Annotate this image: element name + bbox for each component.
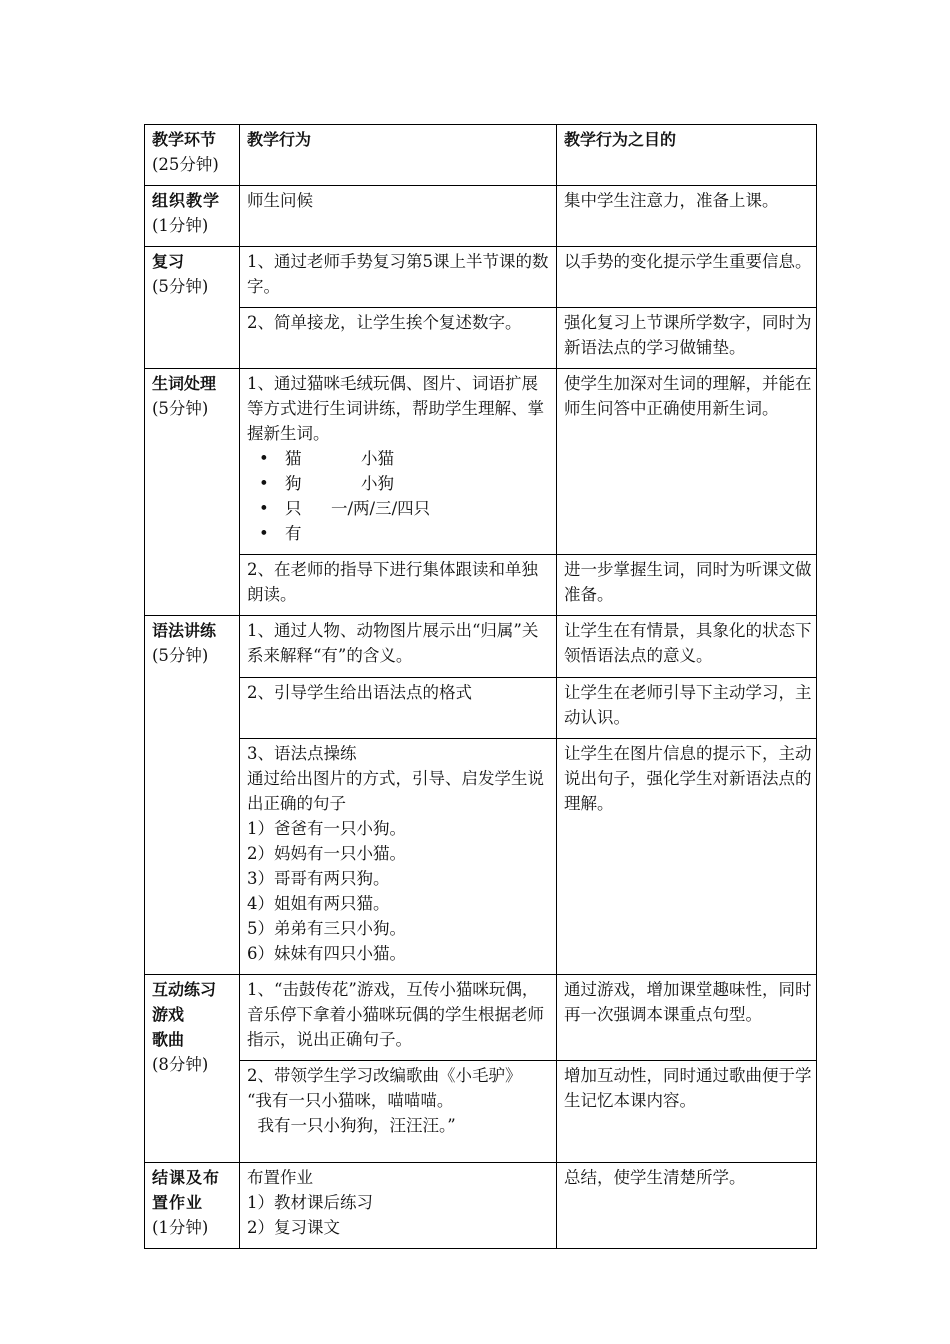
stage-cell: 互动练习 游戏 歌曲 (8分钟) [145, 975, 240, 1163]
table-row [145, 616, 817, 678]
table-row [145, 308, 817, 369]
sentence-item: 3）哥哥有两只狗。 [247, 869, 390, 888]
purpose-cell: 集中学生注意力，准备上课。 [557, 186, 817, 247]
action-cell: 1、通过人物、动物图片展示出“归属”关系来解释“有”的含义。 [240, 616, 557, 678]
list-item: • 只 一/两/三/四只 [285, 496, 552, 521]
action-cell: 2、带领学生学习改编歌曲《小毛驴》 “我有一只小猫咪，喵喵喵。 我有一只小狗狗，汪汪汪。” [240, 1061, 557, 1163]
table-row [145, 186, 817, 247]
table-row [145, 678, 817, 739]
sentence-item: 6）妹妹有四只小猫。 [247, 944, 406, 963]
action-cell: 1、“击鼓传花”游戏，互传小猫咪玩偶，音乐停下拿着小猫咪玩偶的学生根据老师指示，说出正确句子。 [240, 975, 557, 1061]
purpose-cell: 让学生在图片信息的提示下，主动说出句子，强化学生对新语法点的理解。 [557, 739, 817, 975]
table-row [145, 369, 817, 555]
stage-cell: 生词处理 (5分钟) [145, 369, 240, 616]
stage-cell: 组织教学 (1分钟) [145, 186, 240, 247]
purpose-cell: 总结，使学生清楚所学。 [557, 1163, 817, 1249]
action-cell: 师生问候 [240, 186, 557, 247]
action-cell: 2、简单接龙，让学生挨个复述数字。 [240, 308, 557, 369]
list-item: • 有 [285, 521, 552, 546]
stage-cell: 复习 (5分钟) [145, 247, 240, 369]
header-action: 教学行为 [240, 125, 557, 186]
stage-cell: 语法讲练 (5分钟) [145, 616, 240, 975]
purpose-cell: 强化复习上节课所学数字，同时为新语法点的学习做铺垫。 [557, 308, 817, 369]
list-item: • 猫 小猫 [285, 446, 552, 471]
action-cell: 2、引导学生给出语法点的格式 [240, 678, 557, 739]
purpose-cell: 通过游戏，增加课堂趣味性，同时再一次强调本课重点句型。 [557, 975, 817, 1061]
purpose-cell: 让学生在有情景，具象化的状态下领悟语法点的意义。 [557, 616, 817, 678]
action-cell: 布置作业 1）教材课后练习 2）复习课文 [240, 1163, 557, 1249]
action-cell: 2、在老师的指导下进行集体跟读和单独朗读。 [240, 555, 557, 616]
header-purpose: 教学行为之目的 [557, 125, 817, 186]
header-stage-label: 教学环节 [152, 130, 217, 149]
list-item: • 狗 小狗 [285, 471, 552, 496]
table-row [145, 555, 817, 616]
action-cell: 1、通过猫咪毛绒玩偶、图片、词语扩展等方式进行生词讲练，帮助学生理解、掌握新生词。 • 猫 小猫 • 狗 小狗 • 只 一/两/三/四只 • 有 [240, 369, 557, 555]
stage-cell: 结课及布置作业 (1分钟) [145, 1163, 240, 1249]
table-row [145, 247, 817, 308]
sentence-item: 2）妈妈有一只小猫。 [247, 844, 406, 863]
table-row [145, 739, 817, 975]
purpose-cell: 增加互动性，同时通过歌曲便于学生记忆本课内容。 [557, 1061, 817, 1163]
table-header-row [145, 125, 817, 186]
sentence-item: 5）弟弟有三只小狗。 [247, 919, 406, 938]
sentence-item: 1）爸爸有一只小狗。 [247, 819, 406, 838]
action-cell: 1、通过老师手势复习第5课上半节课的数字。 [240, 247, 557, 308]
lesson-plan-table [144, 124, 817, 1249]
purpose-cell: 进一步掌握生词，同时为听课文做准备。 [557, 555, 817, 616]
action-cell: 3、语法点操练 通过给出图片的方式，引导、启发学生说出正确的句子 1）爸爸有一只小狗。 2）妈妈有一只小猫。 3）哥哥有两只狗。 4）姐姐有两只猫。 5）弟弟有三只小狗。 6）妹妹有四只小猫。 [240, 739, 557, 975]
table-row [145, 1163, 817, 1249]
purpose-cell: 以手势的变化提示学生重要信息。 [557, 247, 817, 308]
vocab-list [247, 446, 552, 546]
sentence-item: 4）姐姐有两只猫。 [247, 894, 390, 913]
purpose-cell: 使学生加深对生词的理解，并能在师生问答中正确使用新生词。 [557, 369, 817, 555]
purpose-cell: 让学生在老师引导下主动学习，主动认识。 [557, 678, 817, 739]
table-row [145, 1061, 817, 1163]
table-row [145, 975, 817, 1061]
header-stage-time: (25分钟) [152, 155, 219, 174]
header-stage [145, 125, 240, 186]
